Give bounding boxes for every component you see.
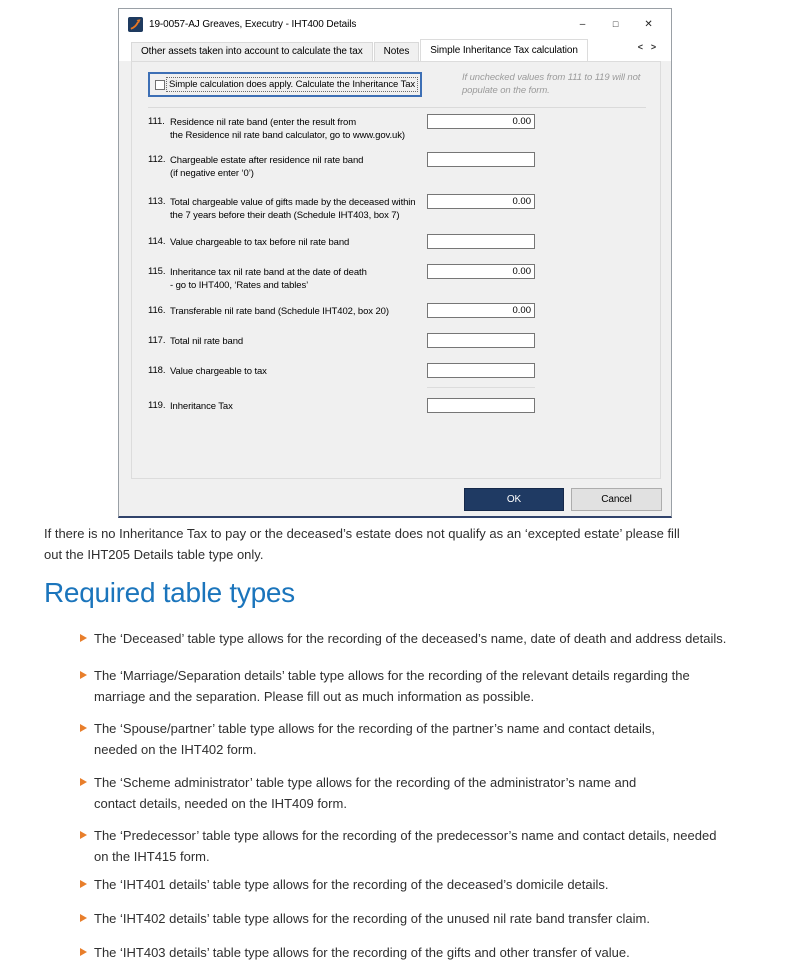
intro-paragraph [44, 523, 784, 565]
field-input-115[interactable] [427, 264, 535, 279]
field-number: 113. [148, 196, 166, 207]
note-line-1: If unchecked values from 111 to 119 [462, 72, 610, 83]
note-line-2: will not populate on the form. [462, 72, 641, 96]
app-logo-icon [128, 17, 143, 32]
field-input-113[interactable] [427, 194, 535, 209]
field-row-116 [132, 303, 660, 333]
field-input-114[interactable] [427, 234, 535, 249]
bullet-iht403-details: The ‘IHT403 details’ table type allows for the recording of the gifts and other transfer of value. [94, 942, 784, 963]
field-input-118[interactable] [427, 363, 535, 378]
tab-page-panel [131, 61, 661, 479]
paragraph-line-2: out the IHT205 Details table type only. [44, 547, 264, 562]
field-row-112 [132, 152, 660, 182]
tab-scroll-right-icon[interactable]: > [650, 42, 656, 52]
field-label: Transferable nil rate band (Schedule IHT402, box 20) [170, 306, 389, 317]
tab-notes[interactable]: Notes [374, 42, 420, 61]
tab-scroll-left-icon[interactable]: < [637, 42, 643, 52]
bullet-triangle-icon [80, 914, 87, 922]
tab-simple-inheritance-tax-calculation[interactable]: Simple Inheritance Tax calculation [420, 39, 588, 61]
bullet-marriage-separation: The ‘Marriage/Separation details’ table type allows for the recording of the relevant details regarding the marriage and the separation. Please fill out as much information as possible. [94, 665, 784, 707]
bullet-iht402-details: The ‘IHT402 details’ table type allows for the recording of the unused nil rate band transfer claim. [94, 908, 784, 929]
field-number: 112. [148, 154, 166, 165]
simple-calculation-checkbox-label[interactable]: Simple calculation does apply. Calculate the Inheritance Tax [166, 77, 418, 92]
field-row-114 [132, 234, 660, 264]
bullet-scheme-administrator: The ‘Scheme administrator’ table type allows for the recording of the administrator’s name and contact details, needed on the IHT409 form. [94, 772, 784, 814]
cancel-button[interactable]: Cancel [571, 488, 662, 511]
field-label: Chargeable estate after residence nil rate band (if negative enter ‘0’) [170, 155, 364, 179]
bullet-triangle-icon [80, 880, 87, 888]
bullet-triangle-icon [80, 778, 87, 786]
required-table-types-heading: Required table types [44, 577, 295, 608]
simple-calculation-checkbox[interactable] [155, 80, 165, 90]
field-label: Inheritance tax nil rate band at the date of death - go to IHT400, ‘Rates and tables’ [170, 267, 367, 291]
field-number: 114. [148, 236, 166, 247]
simple-calculation-checkbox-group [148, 72, 422, 97]
field-input-119[interactable] [427, 398, 535, 413]
total-separator-line [427, 387, 535, 388]
bullet-triangle-icon [80, 831, 87, 839]
field-label: Value chargeable to tax [170, 366, 267, 377]
field-row-119 [132, 398, 660, 428]
field-input-116[interactable] [427, 303, 535, 318]
minimize-button[interactable]: – [579, 18, 586, 30]
field-number: 111. [148, 116, 165, 127]
field-label: Total nil rate band [170, 336, 244, 347]
bullet-triangle-icon [80, 634, 87, 642]
tab-other-assets[interactable]: Other assets taken into account to calculate the tax [131, 42, 373, 61]
tab-strip [119, 39, 671, 61]
field-input-112[interactable] [427, 152, 535, 167]
iht400-details-dialog [118, 8, 672, 518]
field-number: 116. [148, 305, 166, 316]
paragraph-line-1: If there is no Inheritance Tax to pay or the deceased’s estate does not qualify as an ‘excepted estate’ please fill [44, 526, 680, 541]
field-row-115 [132, 264, 660, 294]
bullet-predecessor: The ‘Predecessor’ table type allows for the recording of the predecessor’s name and contact details, needed on the IHT415 form. [94, 825, 784, 867]
checkbox-separator-line [148, 107, 646, 108]
bullet-triangle-icon [80, 948, 87, 956]
field-row-111 [132, 114, 660, 144]
bullet-spouse-partner: The ‘Spouse/partner’ table type allows for the recording of the partner’s name and contact details, needed on the IHT402 form. [94, 718, 784, 760]
field-row-113 [132, 194, 660, 224]
window-title: 19-0057-AJ Greaves, Executry - IHT400 Details [149, 18, 357, 30]
field-row-117 [132, 333, 660, 363]
dialog-titlebar [119, 9, 671, 39]
field-number: 117. [148, 335, 166, 346]
ok-button[interactable]: OK [464, 488, 564, 511]
field-label: Residence nil rate band (enter the result from the Residence nil rate band calculator, go to www.gov.uk) [170, 117, 405, 141]
bullet-triangle-icon [80, 724, 87, 732]
unchecked-values-note [462, 71, 642, 97]
field-input-117[interactable] [427, 333, 535, 348]
close-button[interactable]: ✕ [644, 18, 653, 30]
field-number: 118. [148, 365, 166, 376]
field-label: Value chargeable to tax before nil rate band [170, 237, 350, 248]
field-row-118 [132, 363, 660, 393]
field-label: Total chargeable value of gifts made by the deceased within the 7 years before their death (Schedule IHT403, box 7) [170, 197, 416, 221]
bullet-triangle-icon [80, 671, 87, 679]
window-controls [566, 9, 665, 39]
field-input-111[interactable] [427, 114, 535, 129]
bullet-deceased: The ‘Deceased’ table type allows for the recording of the deceased’s name, date of death and address details. [94, 628, 784, 649]
field-number: 115. [148, 266, 166, 277]
maximize-button[interactable]: □ [612, 19, 619, 29]
field-number: 119. [148, 400, 166, 411]
tab-scroll-buttons [638, 42, 656, 52]
bullet-iht401-details: The ‘IHT401 details’ table type allows for the recording of the deceased’s domicile details. [94, 874, 784, 895]
field-label: Inheritance Tax [170, 401, 233, 412]
